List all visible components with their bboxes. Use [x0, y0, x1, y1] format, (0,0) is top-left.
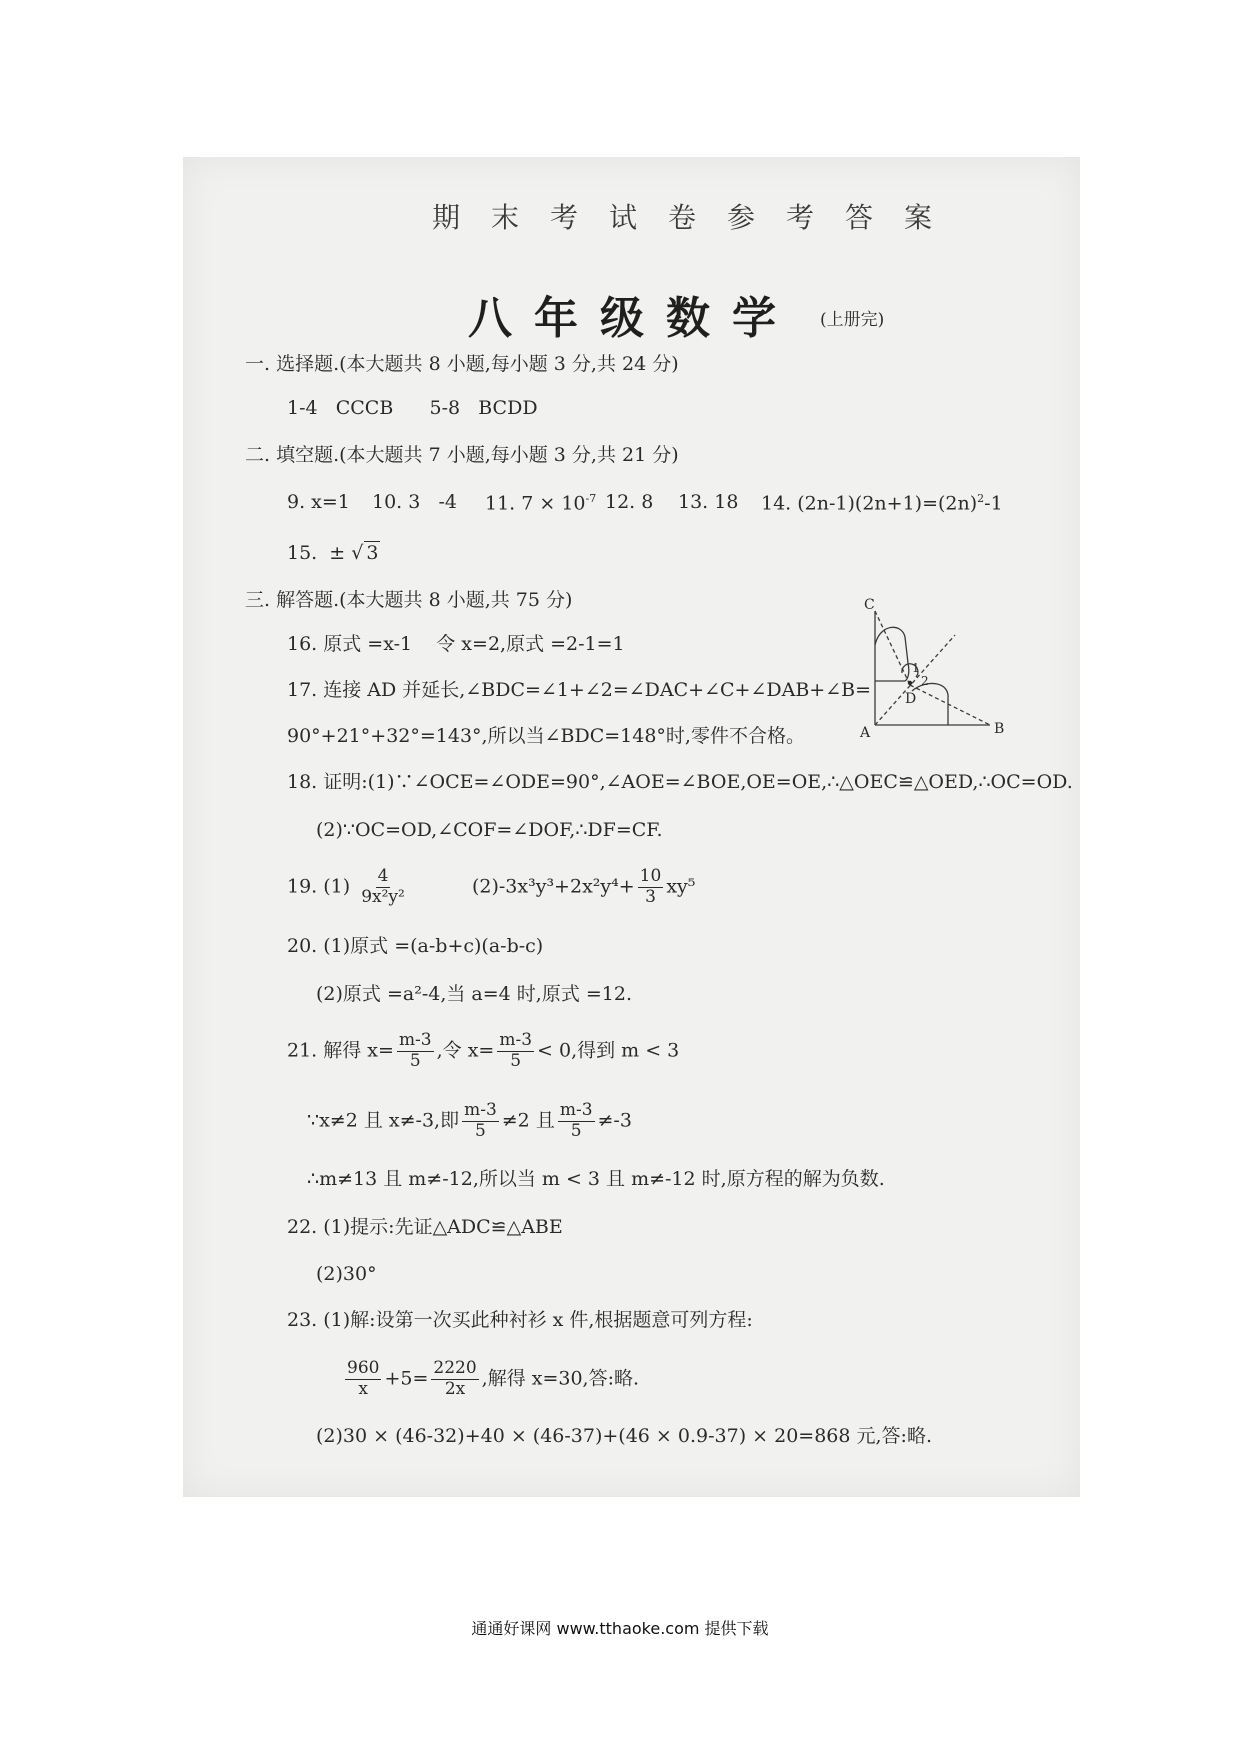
label-angle-1: 1 — [912, 661, 920, 675]
answer-q17-line2: 90°+21°+32°=143°,所以当∠BDC=148°时,零件不合格。 — [287, 725, 805, 747]
answer-q18-line2: (2)∵OC=OD,∠COF=∠DOF,∴DF=CF. — [316, 819, 663, 841]
answer-q21-line3: ∴m≠13 且 m≠-12,所以当 m < 3 且 m≠-12 时,原方程的解为负数. — [307, 1168, 885, 1190]
answer-q18-line1: 18. 证明:(1)∵∠OCE=∠ODE=90°,∠AOE=∠BOE,OE=OE,∴△OEC≌△OED,∴OC=OD. — [287, 771, 1073, 793]
label-c: C — [864, 597, 875, 613]
fraction: $\frac{m-3}{5}$ — [559, 1100, 593, 1141]
answer-q10: 10. 3 -4 — [372, 491, 457, 513]
fraction: $\frac{2220}{2x}$ — [433, 1358, 477, 1399]
answer-q14: 14. $(2n-1)(2n+1)=(2n)^2-1$ — [761, 492, 1003, 515]
fraction: $\frac{m-3}{5}$ — [464, 1100, 497, 1141]
dashed-ad-extension — [875, 635, 955, 725]
label-angle-2: 2 — [921, 674, 929, 688]
answer-q11: 11. $7 \times 10^{-7}$ — [485, 492, 597, 515]
fraction: $\frac{960}{x}$ — [347, 1358, 380, 1399]
section1-heading: 一. 选择题.(本大题共 8 小题,每小题 3 分,共 24 分) — [245, 353, 679, 375]
section1-answers: 1-4 CCCB 5-8 BCDD — [287, 397, 538, 419]
answer-q21-line1: 21. 解得 x= $\frac{m-3}{5}$ ,令 x= $\frac{m-3}{5}$ < 0,得到 m < 3 — [287, 1030, 680, 1071]
sqrt-radicand: 3 — [366, 542, 379, 564]
answer-q9: 9. x=1 — [287, 491, 350, 513]
page-title: 八年级数学 — [468, 293, 798, 344]
label-a: A — [860, 725, 871, 741]
fraction: $\frac{10}{3}$ — [639, 866, 662, 907]
answer-q13: 13. 18 — [678, 491, 739, 513]
answer-q20-line2: (2)原式 =a²-4,当 a=4 时,原式 =12. — [316, 983, 632, 1005]
footer-source: 通通好课网 www.tthaoke.com 提供下载 — [471, 1619, 769, 1638]
fraction: $\frac{4}{\text{9x²y²}}$ — [361, 866, 405, 907]
section3-heading: 三. 解答题.(本大题共 8 小题,共 75 分) — [245, 589, 573, 611]
answer-q11-exponent: -7 — [585, 492, 597, 505]
answer-q12: 12. 8 — [605, 491, 654, 513]
label-d: D — [905, 691, 917, 707]
fraction: $\frac{m-3}{5}$ — [398, 1030, 432, 1071]
answer-q23-line1: 23. (1)解:设第一次买此种衬衫 x 件,根据题意可列方程: — [287, 1309, 753, 1331]
geometry-diagram — [850, 595, 1020, 745]
label-b: B — [994, 721, 1005, 737]
answer-q17-line1: 17. 连接 AD 并延长,∠BDC=∠1+∠2=∠DAC+∠C+∠DAB+∠B= — [287, 679, 872, 701]
answer-q19: 19. (1) $\frac{4}{\text{9x²y²}}$ (2)-3x³y³+2x²y⁴+ $\frac{10}{3}$ xy⁵ — [287, 866, 696, 907]
volume-note: (上册完) — [820, 310, 885, 330]
answer-q23-line3: (2)30 × (46-32)+40 × (46-37)+(46 × 0.9-37) × 20=868 元,答:略. — [316, 1425, 932, 1447]
part-upper-shape — [875, 627, 909, 681]
fraction: $\frac{m-3}{5}$ — [499, 1030, 533, 1071]
dashed-db — [910, 685, 990, 725]
answer-q14-exponent: 2 — [977, 492, 985, 505]
answer-q16: 16. 原式 =x-1 令 x=2,原式 =2-1=1 — [287, 633, 625, 655]
dashed-cd — [875, 611, 910, 685]
answer-q15: 15. ± √ 3 — [287, 542, 379, 564]
answer-q21-line2: ∵x≠2 且 x≠-3,即 $\frac{m-3}{5}$ ≠2 且 $\frac{m-3}{5}$ ≠-3 — [307, 1100, 632, 1141]
point-d — [908, 681, 912, 685]
answer-q22-line1: 22. (1)提示:先证△ADC≌△ABE — [287, 1216, 563, 1238]
answer-q20-line1: 20. (1)原式 =(a-b+c)(a-b-c) — [287, 935, 544, 957]
answer-q23-line2: $\frac{960}{x}$ +5= $\frac{2220}{2x}$ ,解得 x=30,答:略. — [347, 1358, 640, 1399]
part-right-shape — [912, 683, 948, 725]
answer-q22-line2: (2)30° — [316, 1263, 377, 1285]
page-header: 期末考试卷参考答案 — [432, 201, 964, 234]
section2-heading: 二. 填空题.(本大题共 7 小题,每小题 3 分,共 21 分) — [245, 444, 679, 466]
